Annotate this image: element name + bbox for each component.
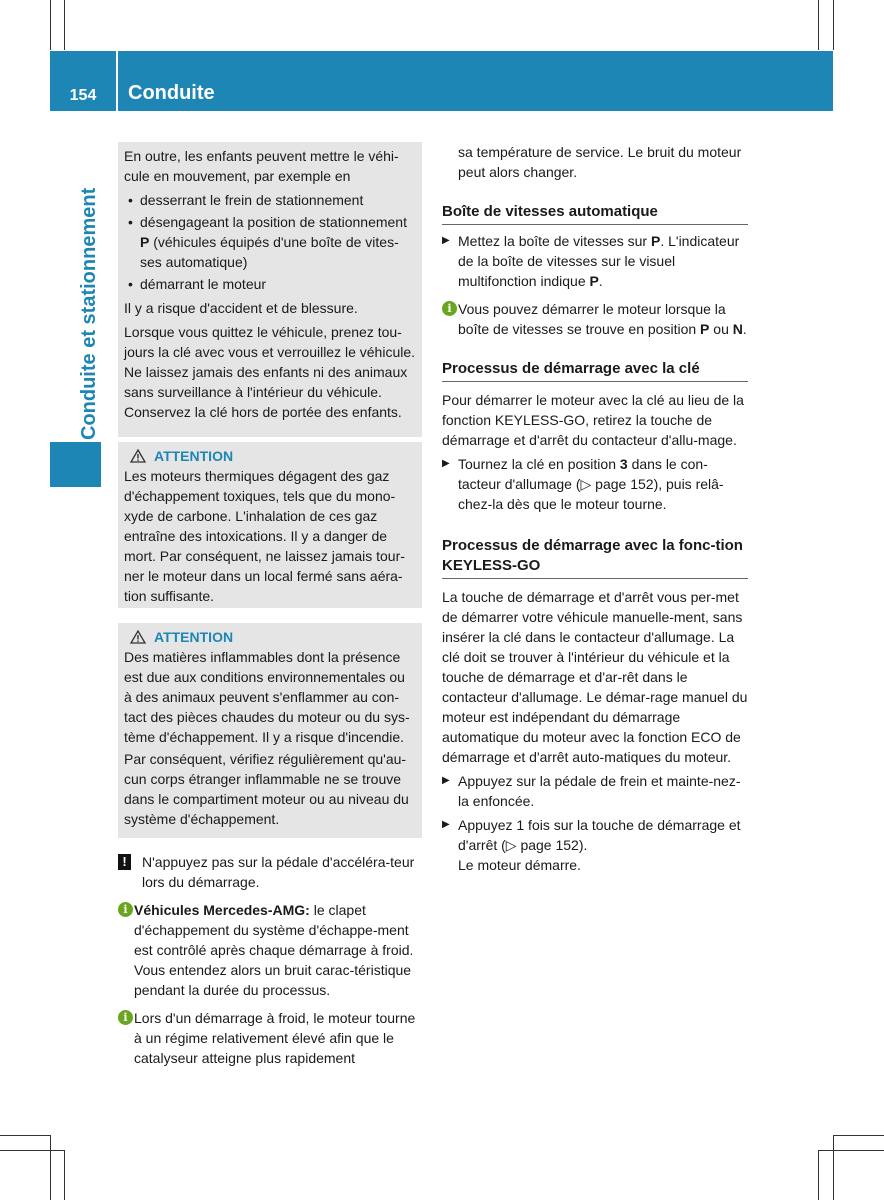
- warning-heading: [124, 627, 416, 647]
- instruction-step: ▶ Appuyez 1 fois sur la touche de démarrage et d'arrêt (▷ page 152).: [442, 815, 748, 855]
- exclaim-note: [118, 852, 422, 892]
- result-text: Le moteur démarre.: [458, 857, 581, 873]
- warning-triangle-icon: [130, 630, 146, 644]
- crop-mark: [64, 0, 65, 50]
- warning-heading: [124, 446, 416, 466]
- info-note: [118, 900, 422, 1000]
- crop-mark: [0, 1150, 64, 1151]
- advice-text: Lorsque vous quittez le véhicule, prenez tou-jours la clé avec vous et verrouillez le véhicule. Ne laissez jamais des enfants ni des animaux sans surveillance à l'intérieur du véhicule. Conservez la clé hors de portée des enfants.: [124, 324, 416, 420]
- section-heading: Boîte de vitesses automatique: [442, 202, 748, 225]
- crop-mark: [0, 1135, 50, 1136]
- warning-box: [118, 442, 422, 608]
- info-text: le clapet d'échappement du système d'échappe-ment est contrôlé après chaque démarrage à froid. Vous entendez alors un bruit carac-téristique pendant la durée du processus.: [134, 902, 414, 998]
- crop-mark: [833, 1135, 834, 1200]
- info-text: Lors d'un démarrage à froid, le moteur tourne à un régime relativement élevé afin que le catalyseur atteigne plus rapidement: [134, 1010, 416, 1066]
- crop-mark: [833, 0, 834, 50]
- section-heading: Processus de démarrage avec la fonc-tion KEYLESS-GO: [442, 536, 748, 579]
- intro-box: [118, 142, 422, 437]
- note-text: N'appuyez pas sur la pédale d'accéléra-teur lors du démarrage.: [142, 854, 415, 890]
- crop-mark: [818, 0, 819, 50]
- right-column: [442, 142, 748, 875]
- body-text: La touche de démarrage et d'arrêt vous per-met de démarrer votre véhicule manuelle-ment, sans insérer la clé dans le contacteur d'allumage. La clé doit se trouver à l'intérieur du véhicule et la touche de démarrage et d'ar-rêt dans le contacteur d'allumage. Le démar-rage manuel du moteur est indépendant du démarrage automatique du moteur avec la fonction ECO de démarrage et d'arrêt auto-matiques du moteur.: [442, 589, 748, 765]
- side-title: Conduite et stationnement: [78, 187, 100, 440]
- crop-mark: [818, 1150, 819, 1200]
- instruction-step: ▶ Appuyez sur la pédale de frein et mainte-nez-la enfoncée.: [442, 771, 748, 811]
- warning-box: [118, 623, 422, 838]
- crop-mark: [64, 1150, 65, 1200]
- warning-label: ATTENTION: [154, 629, 234, 645]
- info-bold: Véhicules Mercedes-AMG:: [134, 902, 310, 918]
- bullet-item: • desserrant le frein de stationnement: [124, 190, 416, 210]
- bullet-item: • démarrant le moteur: [124, 274, 416, 294]
- body-text: Pour démarrer le moteur avec la clé au lieu de la fonction KEYLESS-GO, retirez la touche de démarrage et d'arrêt du contacteur d'allu-mage.: [442, 392, 744, 448]
- info-icon: i: [118, 1010, 133, 1025]
- warning-text: Les moteurs thermiques dégagent des gaz d'échappement toxiques, tels que du mono-xyde de carbone. L'inhalation de ces gaz entraîne des intoxications. Il y a danger de mort. Par conséquent, ne laissez jamais tour-ner le moteur dans un local fermé sans aéra-tion suffisante.: [124, 468, 405, 604]
- left-column: [118, 142, 422, 1068]
- instruction-step: ▶ Tournez la clé en position 3 dans le con-tacteur d'allumage (▷ page 152), puis relâ-chez-la dès que le moteur tourne.: [442, 454, 748, 514]
- page-title: Conduite: [118, 51, 833, 111]
- intro-text: En outre, les enfants peuvent mettre le véhi-cule en mouvement, par exemple en: [124, 148, 399, 184]
- page-number-box: [50, 51, 116, 111]
- warning-text: Des matières inflammables dont la présence est due aux conditions environnementales ou à des animaux peuvent s'enflammer au con-tact des pièces chaudes du moteur ou du sys-tème d'échappement. Il y a risque d'incendie.: [124, 649, 410, 745]
- crop-mark: [818, 1150, 884, 1151]
- risk-text: Il y a risque d'accident et de blessure.: [124, 300, 358, 316]
- crop-mark: [833, 1135, 884, 1136]
- side-tab: [50, 442, 101, 487]
- bullet-item: • désengageant la position de stationnement P (véhicules équipés d'une boîte de vites-ses automatique): [124, 212, 416, 272]
- crop-mark: [50, 0, 51, 50]
- info-note: i Vous pouvez démarrer le moteur lorsque la boîte de vitesses se trouve en position P ou N.: [442, 299, 748, 339]
- info-icon: i: [442, 301, 457, 316]
- section-heading: Processus de démarrage avec la clé: [442, 359, 748, 382]
- warning-triangle-icon: [130, 449, 146, 463]
- warning-text: Par conséquent, vérifiez régulièrement qu'au-cun corps étranger inflammable ne se trouve dans le compartiment moteur ou au niveau du système d'échappement.: [124, 751, 409, 827]
- info-icon: i: [118, 902, 133, 917]
- warning-label: ATTENTION: [154, 448, 234, 464]
- page-number: 154: [69, 87, 97, 104]
- instruction-step: ▶ Mettez la boîte de vitesses sur P. L'indicateur de la boîte de vitesses sur le visuel multifonction indique P.: [442, 231, 748, 291]
- info-note: [118, 1008, 422, 1068]
- crop-mark: [50, 1135, 51, 1200]
- exclamation-icon: !: [118, 854, 131, 870]
- continued-text: sa température de service. Le bruit du moteur peut alors changer.: [458, 144, 742, 180]
